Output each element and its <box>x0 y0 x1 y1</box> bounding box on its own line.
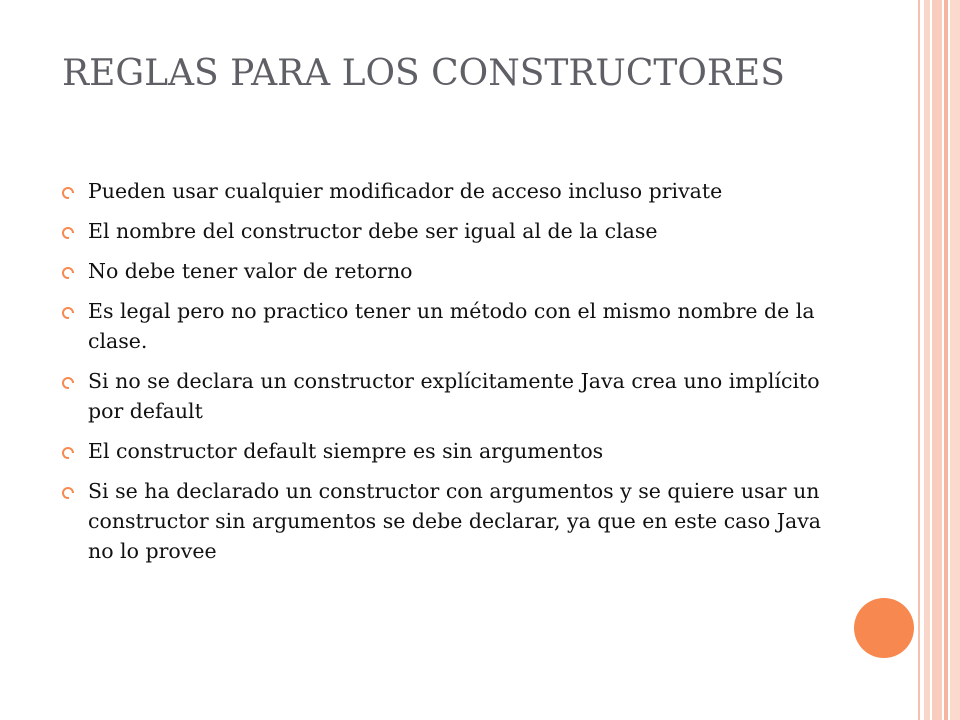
bullet-text: El constructor default siempre es sin argumentos <box>88 439 604 463</box>
bullet-text: Si no se declara un constructor explícitamente Java crea uno implícito por default <box>88 369 820 423</box>
bullet-text: No debe tener valor de retorno <box>88 259 413 283</box>
decorative-stripe <box>918 0 920 720</box>
slide-title: REGLAS PARA LOS CONSTRUCTORES <box>62 53 785 94</box>
bullet-item <box>62 216 852 246</box>
decorative-circle <box>854 598 914 658</box>
circle-bullet-icon <box>62 187 74 199</box>
bullet-item <box>62 176 852 206</box>
circle-bullet-icon <box>62 377 74 389</box>
bullet-item <box>62 296 852 356</box>
bullet-item <box>62 256 852 286</box>
bullet-text: Es legal pero no practico tener un método con el mismo nombre de la clase. <box>88 299 815 353</box>
circle-bullet-icon <box>62 307 74 319</box>
bullet-text: El nombre del constructor debe ser igual al de la clase <box>88 219 658 243</box>
decorative-stripe <box>924 0 930 720</box>
circle-bullet-icon <box>62 447 74 459</box>
decorative-stripe <box>932 0 942 720</box>
circle-bullet-icon <box>62 487 74 499</box>
bullet-text: Pueden usar cualquier modificador de acceso incluso private <box>88 179 723 203</box>
bullet-item <box>62 476 852 566</box>
bullet-text: Si se ha declarado un constructor con argumentos y se quiere usar un constructor sin argumentos se debe declarar, ya que en este caso Java no lo provee <box>88 479 822 563</box>
decorative-stripe <box>950 0 960 720</box>
bullet-item <box>62 366 852 426</box>
bullet-list <box>62 176 852 576</box>
circle-bullet-icon <box>62 227 74 239</box>
decorative-stripe <box>944 0 948 720</box>
bullet-item <box>62 436 852 466</box>
circle-bullet-icon <box>62 267 74 279</box>
